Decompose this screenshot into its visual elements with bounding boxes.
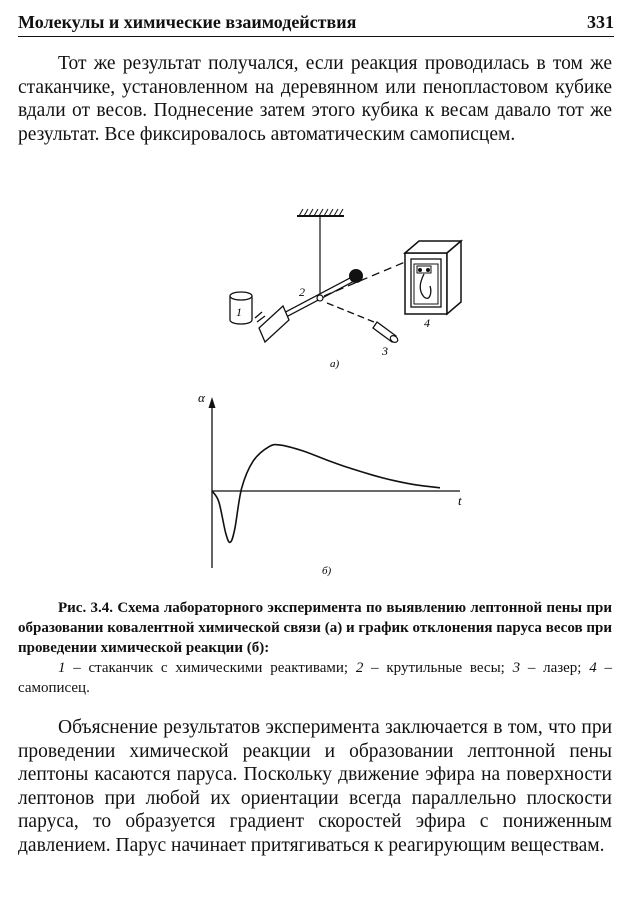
sail-plate <box>259 306 289 342</box>
legend-text-3: – лазер; <box>520 660 590 676</box>
label-item-4: 4 <box>424 316 430 330</box>
laser <box>327 303 399 344</box>
part-a-label: а) <box>330 358 340 370</box>
recorder <box>405 241 461 314</box>
legend-text-1: – стаканчик с химическими реактивами; <box>65 660 356 676</box>
y-axis-label: α <box>198 390 205 405</box>
caption-title: Схема лабораторного эксперимента по выявлению лептонной пены при образовании ковалентной химической связи (а) и график отклонения паруса весов при проведении химической реакции (б): <box>18 600 613 656</box>
emanation-marks <box>255 312 265 322</box>
paragraph-2: Объяснение результатов эксперимента заключается в том, что при проведении химической реакции и образовании лептонной пены лептоны касаются паруса. Поскольку движение эфира на поверхности лептонов при любой их ориентации всегда параллельно плоскости паруса, то образуется градиент скоростей эфира с пониженным давлением. Парус начинает притягиваться к реагирующим веществам. <box>18 717 612 856</box>
legend-text-4: –самописец. <box>18 660 612 696</box>
mirror-pivot <box>317 295 323 301</box>
schematic-diagram <box>230 209 461 370</box>
legend-num-3: 3 <box>512 660 521 676</box>
part-b-label: б) <box>322 565 332 577</box>
ceiling-hatch <box>299 209 343 216</box>
legend-num-4: 4 <box>589 660 597 676</box>
x-axis-label: t <box>458 493 462 508</box>
deflection-graph <box>198 390 462 577</box>
label-item-3: 3 <box>382 344 388 358</box>
caption-title-line <box>18 598 612 658</box>
y-axis-arrow <box>209 397 216 408</box>
deflection-curve <box>212 445 440 543</box>
legend-num-1: 1 <box>58 660 66 676</box>
legend-text-2: – крутильные весы; <box>363 660 513 676</box>
label-item-2: 2 <box>299 285 305 299</box>
caption-legend <box>18 658 612 698</box>
paragraph-1: Тот же результат получался, если реакция проводилась в том же стаканчике, установленном на деревянном или пенопластовом кубике вдали от весов. Поднесение затем этого кубика к весам давало тот же результат. Все фиксировалось автоматическим самописцем. <box>18 53 612 145</box>
header-title: Молекулы и химические взаимодействия <box>18 12 357 32</box>
reflected-beam <box>324 262 405 296</box>
page-number: 331 <box>587 12 614 32</box>
legend-num-2: 2 <box>355 660 364 676</box>
caption-fig-number: Рис. 3.4. <box>58 600 114 616</box>
figure-caption <box>18 598 612 698</box>
label-item-1: 1 <box>236 305 242 319</box>
